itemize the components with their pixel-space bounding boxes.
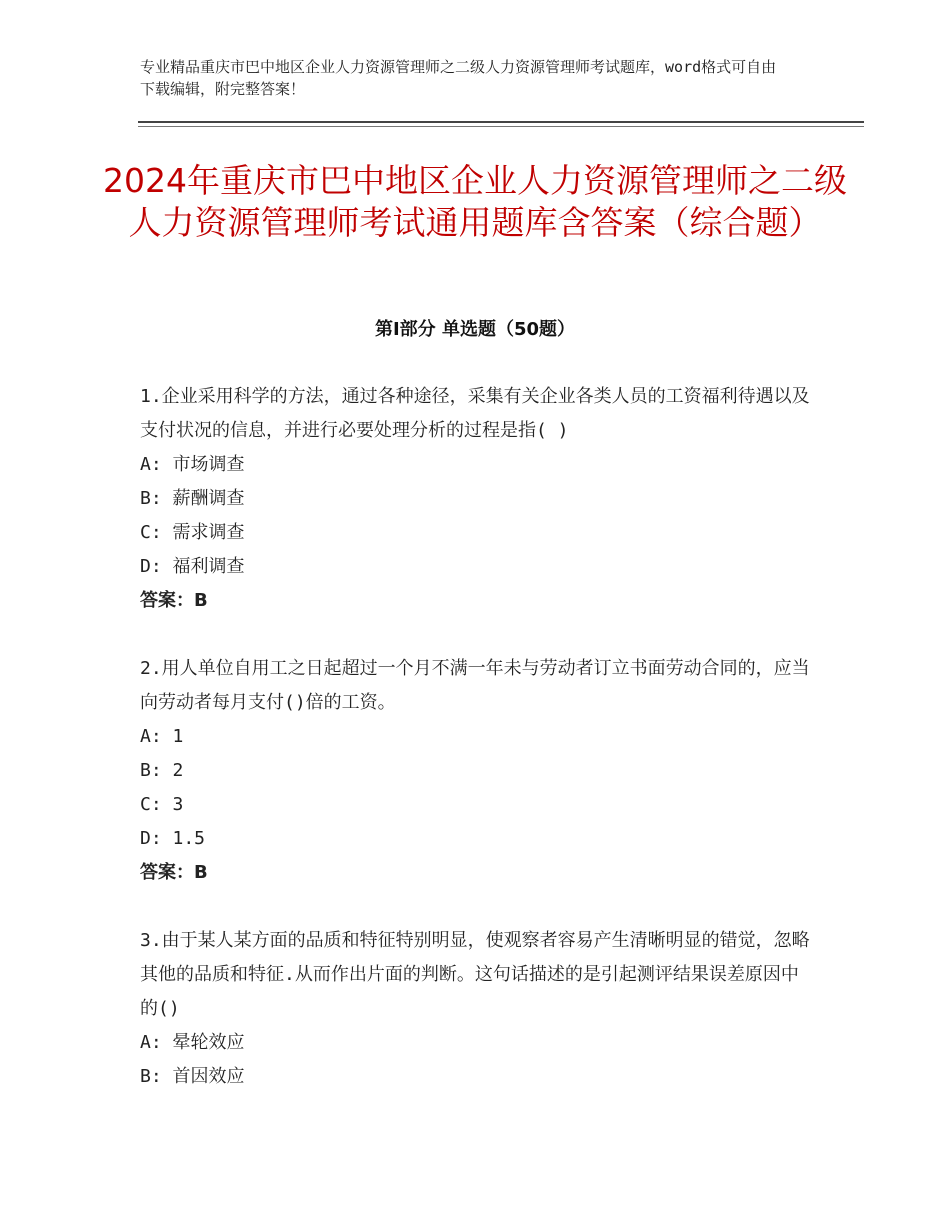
question-1 — [140, 380, 815, 618]
option-c: C: 3 — [140, 794, 184, 815]
header-rule-thick — [138, 121, 864, 123]
option-b: B: 2 — [140, 760, 184, 781]
answer-line: 答案：B — [140, 590, 208, 611]
option-c: C: 需求调查 — [140, 522, 245, 543]
header-rule-thin — [138, 126, 864, 127]
question-stem: 2.用人单位自用工之日起超过一个月不满一年未与劳动者订立书面劳动合同的，应当向劳动者每月支付()倍的工资。 — [140, 658, 810, 713]
option-b: B: 薪酬调查 — [140, 488, 245, 509]
question-stem: 1.企业采用科学的方法，通过各种途径，采集有关企业各类人员的工资福利待遇以及支付状况的信息，并进行必要处理分析的过程是指( ) — [140, 386, 810, 441]
question-stem: 3.由于某人某方面的品质和特征特别明显，使观察者容易产生清晰明显的错觉，忽略其他的品质和特征.从而作出片面的判断。这句话描述的是引起测评结果误差原因中的() — [140, 930, 810, 1019]
option-a: A: 市场调查 — [140, 454, 245, 475]
option-d: D: 1.5 — [140, 828, 206, 849]
question-3 — [140, 924, 815, 1094]
question-list — [140, 380, 815, 1128]
answer-line: 答案：B — [140, 862, 208, 883]
option-b: B: 首因效应 — [140, 1066, 245, 1087]
option-d: D: 福利调查 — [140, 556, 245, 577]
section-heading: 第Ⅰ部分 单选题（50题） — [374, 319, 575, 340]
document-title: 2024年重庆市巴中地区企业人力资源管理师之二级人力资源管理师考试通用题库含答案（综合题） — [103, 161, 847, 242]
option-a: A: 1 — [140, 726, 184, 747]
header-note: 专业精品重庆市巴中地区企业人力资源管理师之二级人力资源管理师考试题库，word格式可自由下载编辑，附完整答案！ — [140, 58, 777, 98]
question-2 — [140, 652, 815, 890]
option-a: A: 晕轮效应 — [140, 1032, 245, 1053]
